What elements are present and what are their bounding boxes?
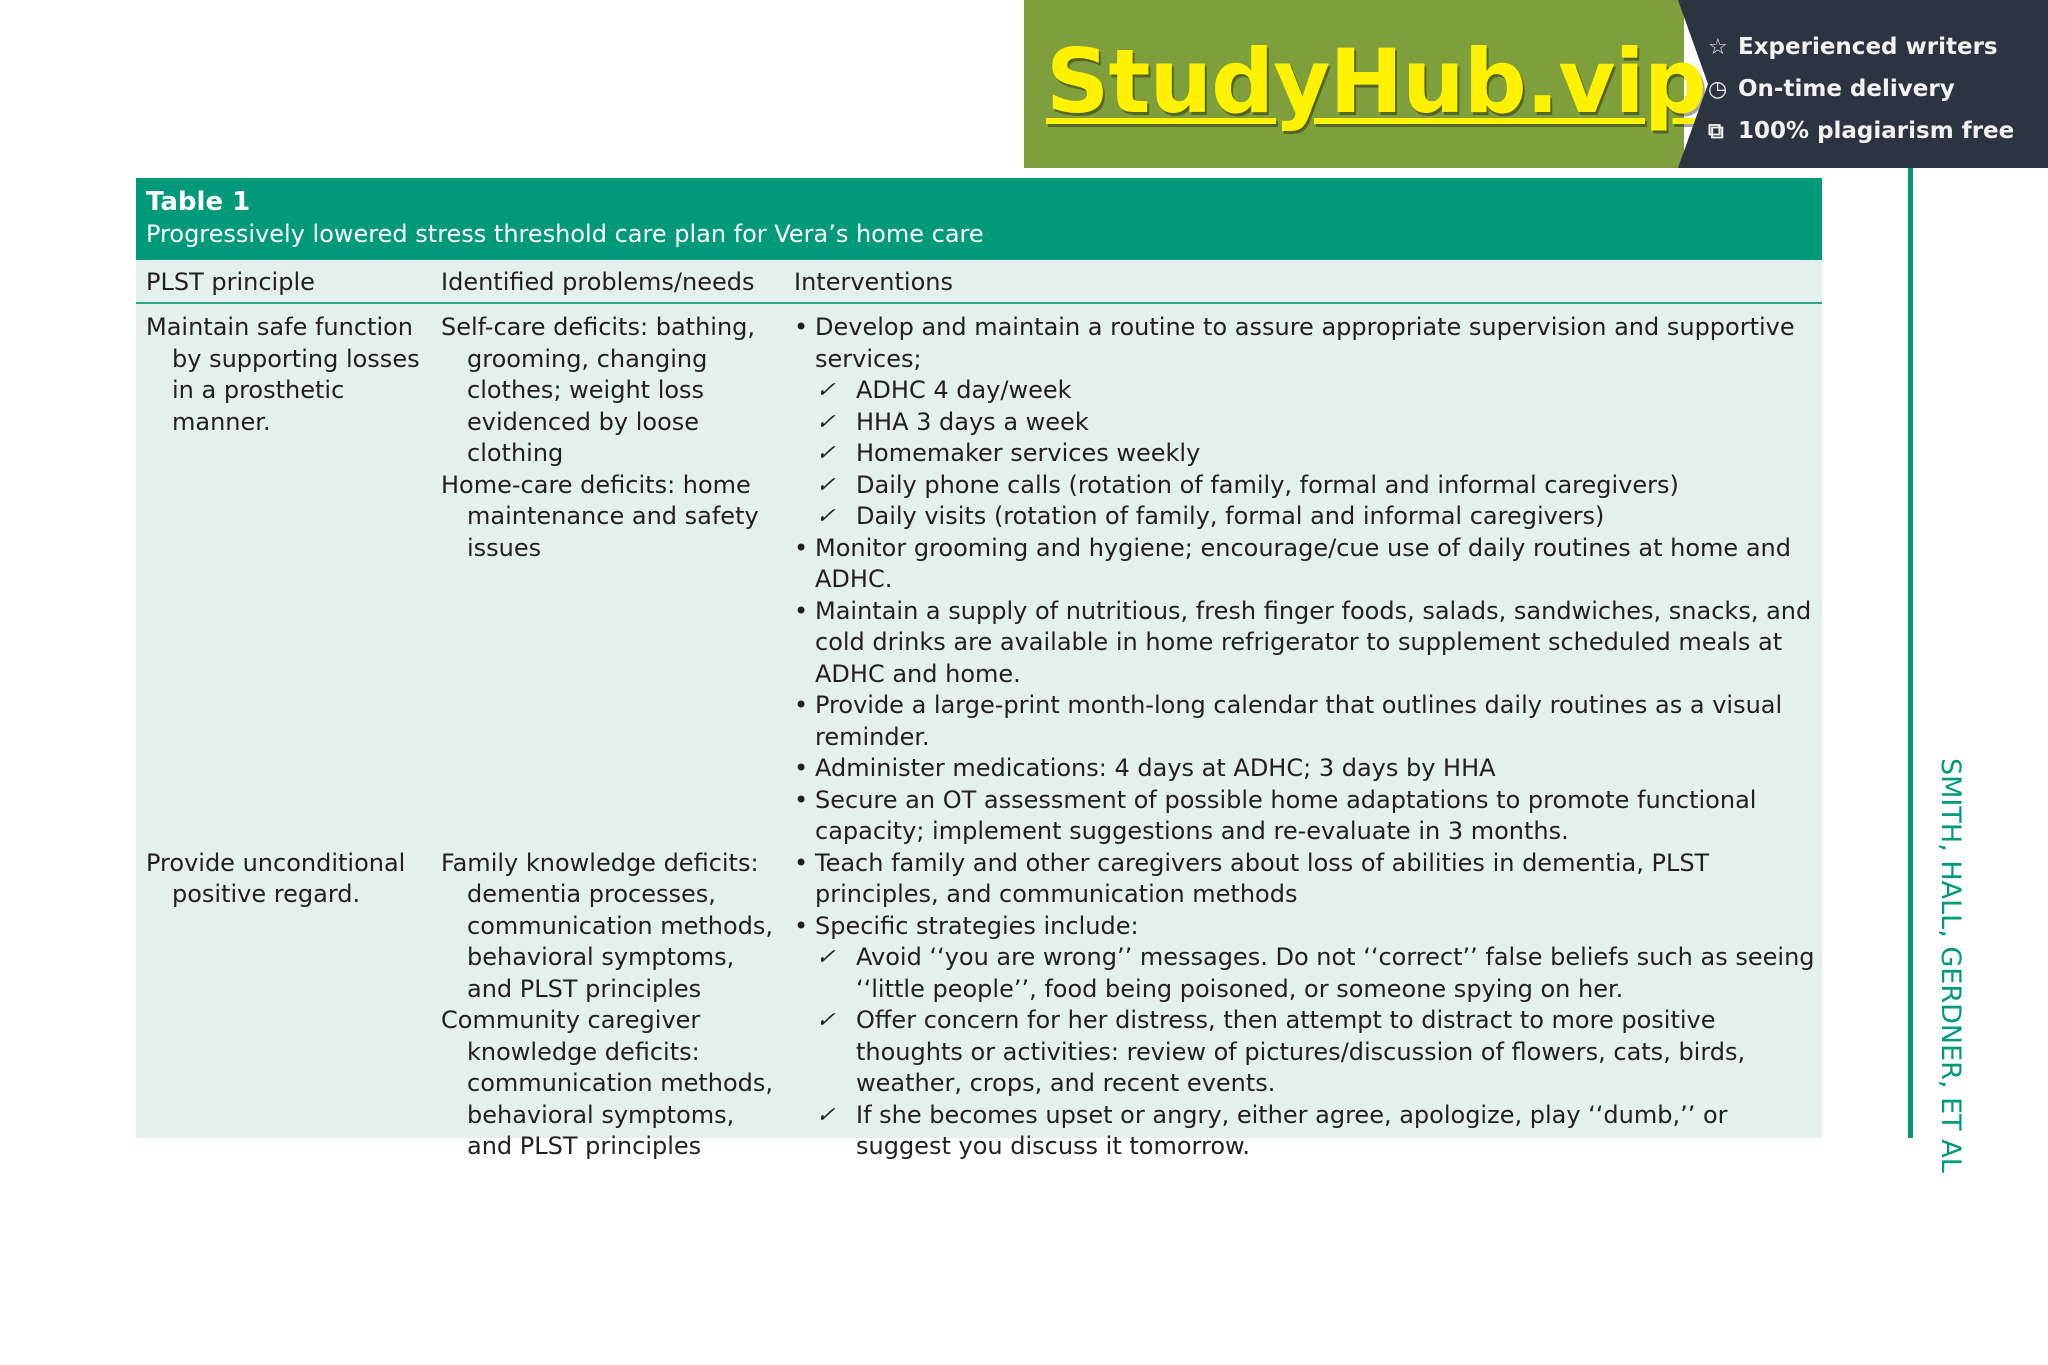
clock-icon: ◷ (1708, 76, 1728, 102)
sub-intervention-item: ✓ ADHC 4 day/week (794, 375, 1822, 407)
feature-item (1708, 26, 2014, 68)
intervention-list (794, 848, 1822, 1163)
sub-intervention-item: ✓ Daily visits (rotation of family, formal and informal caregivers) (794, 501, 1822, 533)
running-head: SMITH, HALL, GERDNER, ET AL (1935, 758, 1966, 1173)
care-plan-table (136, 178, 1822, 1160)
need-text: Home-care deficits: home maintenance and safety issues (441, 470, 759, 562)
principle-text: Provide unconditional positive regard. (146, 848, 406, 908)
intervention-text: Develop and maintain a routine to assure appropriate supervision and supportive services; (815, 313, 1795, 373)
interventions-cell (794, 848, 1822, 1163)
feature-label: 100% plagiarism free (1738, 118, 2015, 144)
table-caption: Progressively lowered stress threshold care plan for Vera’s home care (146, 220, 984, 248)
header-interventions: Interventions (794, 268, 953, 296)
intervention-item: • Maintain a supply of nutritious, fresh finger foods, salads, sandwiches, snacks, and cold drinks are available in home refrigerator to supplement scheduled meals at ADHC and home. (794, 596, 1822, 691)
sub-intervention-item: ✓ Daily phone calls (rotation of family, formal and informal caregivers) (794, 470, 1822, 502)
table-label: Table 1 (146, 187, 251, 217)
feature-item (1708, 110, 2014, 152)
table-row (136, 848, 1822, 1163)
interventions-cell (794, 312, 1822, 848)
intervention-item: • Administer medications: 4 days at ADHC; 3 days by HHA (794, 753, 1822, 785)
principle-text: Maintain safe function by supporting losses in a prosthetic manner. (146, 313, 420, 436)
margin-rule (1908, 168, 1913, 1138)
need-text: Family knowledge deficits: dementia processes, communication methods, behavioral symptoms, and PLST principles (441, 848, 774, 1003)
brand-logo[interactable]: StudyHub.vip (1046, 30, 1706, 133)
sub-intervention-item: ✓ HHA 3 days a week (794, 407, 1822, 439)
sub-intervention-item: ✓ Homemaker services weekly (794, 438, 1822, 470)
needs-cell (441, 848, 794, 1163)
feature-label: Experienced writers (1738, 34, 1998, 60)
intervention-list (794, 312, 1822, 848)
table-title-bar (136, 178, 1822, 260)
intervention-item (794, 312, 1822, 533)
intervention-text: Specific strategies include: (815, 911, 1139, 940)
needs-cell (441, 312, 794, 848)
intervention-item: • Teach family and other caregivers about loss of abilities in dementia, PLST principles, and communication methods (794, 848, 1822, 911)
feature-item (1708, 68, 2014, 110)
intervention-item: • Provide a large-print month-long calendar that outlines daily routines as a visual reminder. (794, 690, 1822, 753)
feature-list (1708, 26, 2014, 152)
sub-intervention-item: ✓ Offer concern for her distress, then attempt to distract to more positive thoughts or activities: review of pictures/discussion of flowers, cats, birds, weather, crops, and recent events. (794, 1005, 1822, 1100)
need-text: Self-care deficits: bathing, grooming, changing clothes; weight loss evidenced by loose clothing (441, 313, 756, 467)
star-icon: ☆ (1708, 34, 1728, 60)
need-text: Community caregiver knowledge deficits: communication methods, behavioral symptoms, and PLST principles (441, 1006, 774, 1160)
copy-icon: ⧉ (1708, 118, 1724, 144)
column-headers (136, 260, 1822, 304)
sub-intervention-list (815, 375, 1822, 533)
sub-intervention-list (815, 942, 1822, 1163)
intervention-item (794, 911, 1822, 1163)
banner-brand-panel (1024, 0, 1706, 168)
intervention-item: • Secure an OT assessment of possible home adaptations to promote functional capacity; implement suggestions and re-evaluate in 3 months. (794, 785, 1822, 848)
header-plst-principle: PLST principle (146, 268, 315, 296)
feature-label: On-time delivery (1738, 76, 1955, 102)
sub-intervention-item: ✓ If she becomes upset or angry, either agree, apologize, play ‘‘dumb,’’ or suggest you discuss it tomorrow. (794, 1100, 1822, 1163)
header-problems-needs: Identified problems/needs (441, 268, 755, 296)
principle-cell (136, 848, 441, 1163)
table-row (136, 304, 1822, 848)
intervention-item: • Monitor grooming and hygiene; encourage/cue use of daily routines at home and ADHC. (794, 533, 1822, 596)
promo-banner[interactable] (1024, 0, 2048, 168)
principle-cell (136, 312, 441, 848)
sub-intervention-item: ✓ Avoid ‘‘you are wrong’’ messages. Do not ‘‘correct’’ false beliefs such as seeing ‘‘little people’’, food being poisoned, or someone spying on her. (794, 942, 1822, 1005)
